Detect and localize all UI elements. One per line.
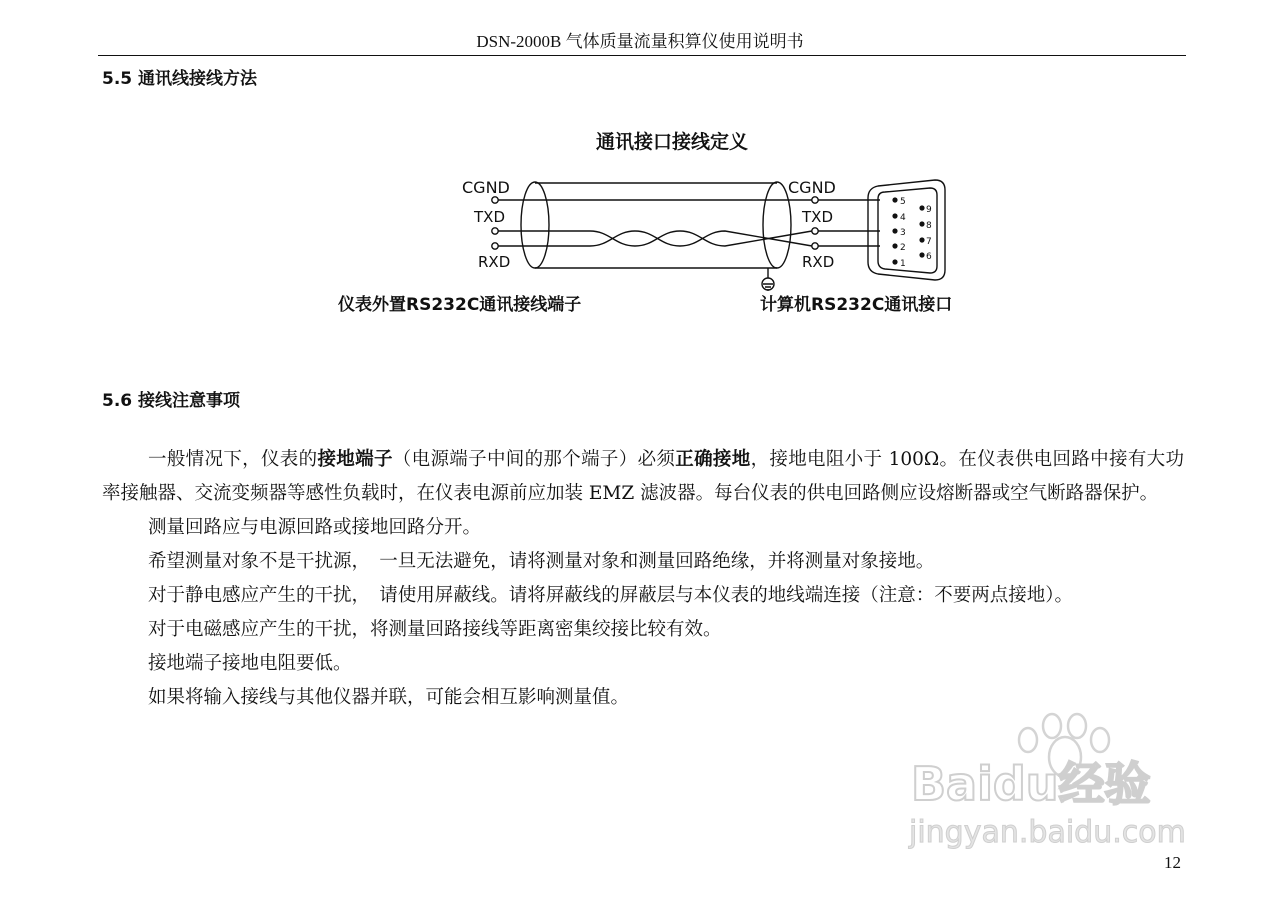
paragraph-ground-resistance: 接地端子接地电阻要低。 (148, 653, 352, 674)
right-label-rxd: RXD (802, 253, 835, 271)
pin-6: 6 (926, 252, 932, 262)
pin-7: 7 (926, 237, 932, 247)
caption-right: 计算机RS232C通讯接口 (760, 295, 953, 315)
left-label-txd: TXD (474, 208, 505, 226)
body-text (102, 443, 1184, 715)
pin-3: 3 (900, 228, 906, 238)
paragraph-magnetic-interference: 对于电磁感应产生的干扰，将测量回路接线等距离密集绞接比较有效。 (148, 619, 722, 640)
right-label-txd: TXD (802, 208, 833, 226)
cable-end-right (763, 182, 791, 268)
section-heading-5-5: 5.5 通讯线接线方法 (102, 69, 258, 89)
pin-5: 5 (900, 197, 906, 207)
cable-shield (535, 183, 777, 268)
watermark-brand: Baidu经验 (911, 757, 1151, 811)
page-header: DSN-2000B 气体质量流量积算仪使用说明书 (476, 32, 804, 51)
wire-rxd (498, 231, 812, 246)
pin-1: 1 (900, 259, 906, 269)
text-run: 一般情况下，仪表的 (148, 449, 318, 470)
cable-end-left (521, 182, 549, 268)
page-number: 12 (1164, 853, 1181, 872)
pin-4: 4 (900, 213, 906, 223)
text-run: ，接地电阻小于 100Ω。在仪表供电回路中接有大功率接触器、交流变频器等感性负载时，在仪表电源前应加装 EMZ 滤波器。每台仪表的供电回路侧应设熔断器或空气断路器保护。 (102, 449, 1184, 504)
header-rule (98, 55, 1186, 56)
ground-symbol (762, 278, 774, 290)
paragraph-separate-circuits: 测量回路应与电源回路或接地回路分开。 (148, 517, 482, 538)
left-label-rxd: RXD (478, 253, 511, 271)
diagram-title: 通讯接口接线定义 (595, 131, 749, 153)
right-label-cgnd: CGND (788, 178, 836, 197)
pin-2: 2 (900, 243, 906, 253)
watermark-url: jingyan.baidu.com (909, 815, 1186, 850)
left-label-cgnd: CGND (462, 178, 510, 197)
wire-txd (498, 231, 812, 246)
section-heading-5-6: 5.6 接线注意事项 (102, 391, 241, 411)
paragraph-parallel-inputs: 如果将输入接线与其他仪器并联，可能会相互影响测量值。 (148, 687, 630, 708)
caption-left: 仪表外置RS232C通讯接线端子 (338, 295, 582, 315)
pin-8: 8 (926, 221, 932, 231)
pin-9: 9 (926, 205, 932, 215)
emphasis-grounding-terminal: 接地端子 (317, 449, 393, 470)
db9-connector (868, 180, 945, 280)
paragraph-static-interference: 对于静电感应产生的干扰， 请使用屏蔽线。请将屏蔽线的屏蔽层与本仪表的地线端连接（注意：不要两点接地）。 (148, 585, 1074, 606)
emphasis-correct-grounding: 正确接地 (675, 449, 751, 470)
paragraph-interference-source: 希望测量对象不是干扰源， 一旦无法避免，请将测量对象和测量回路绝缘，并将测量对象接地。 (148, 551, 935, 572)
baidu-jingyan-watermark (905, 712, 1195, 862)
text-run: （电源端子中间的那个端子）必须 (392, 449, 676, 470)
paragraph-grounding (102, 443, 1184, 511)
